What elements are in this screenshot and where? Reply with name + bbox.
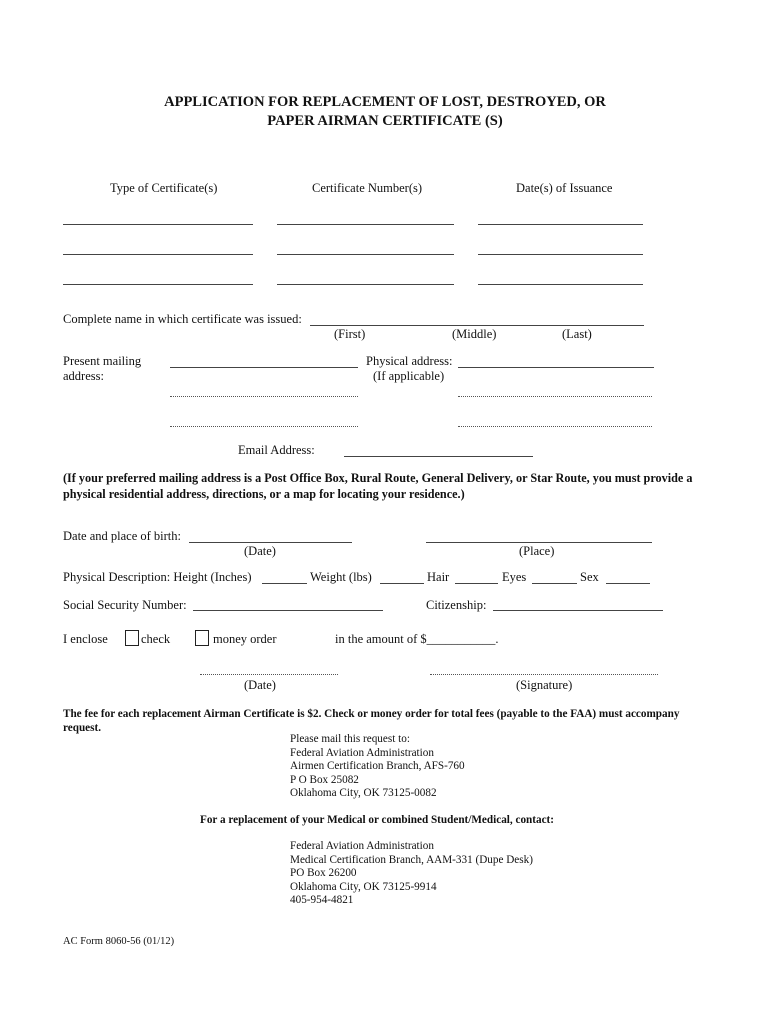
birth-date-caption: (Date)	[244, 544, 276, 558]
mail-to-intro: Please mail this request to:	[290, 733, 410, 745]
birth-place-caption: (Place)	[519, 544, 555, 558]
hair-label: Hair	[427, 570, 450, 584]
cert-date-field-3[interactable]	[478, 284, 643, 285]
mailing-address-field-1[interactable]	[170, 367, 358, 368]
citizenship-field[interactable]	[493, 610, 663, 611]
signature-field[interactable]	[430, 674, 658, 675]
money-order-label: money order	[213, 632, 277, 646]
address-notice: (If your preferred mailing address is a Post Office Box, Rural Route, General Delivery, or Star Route, you must provide a physical residential address, directions, or a map for locating your residence.)	[63, 471, 693, 501]
col-header-date: Date(s) of Issuance	[516, 181, 613, 195]
weight-field[interactable]	[380, 583, 424, 584]
name-last-caption: (Last)	[562, 327, 592, 341]
name-label: Complete name in which certificate was issued:	[63, 312, 302, 326]
physical-address-field-2[interactable]	[458, 396, 652, 397]
physical-address-field-3[interactable]	[458, 426, 652, 427]
cert-type-field-1[interactable]	[63, 224, 253, 225]
mail-to-block	[290, 733, 465, 801]
birth-date-field[interactable]	[189, 542, 352, 543]
email-field[interactable]	[344, 456, 533, 457]
physical-address-label-2: (If applicable)	[373, 369, 445, 383]
eyes-field[interactable]	[532, 583, 577, 584]
money-order-checkbox[interactable]	[195, 630, 209, 646]
email-label: Email Address:	[238, 443, 315, 457]
signature-date-caption: (Date)	[244, 678, 276, 692]
medical-heading: For a replacement of your Medical or combined Student/Medical, contact:	[200, 814, 555, 826]
hair-field[interactable]	[455, 583, 498, 584]
medical-address-line: Oklahoma City, OK 73125-9914	[290, 880, 437, 893]
form-title-line-2: PAPER AIRMAN CERTIFICATE (S)	[267, 113, 503, 129]
mail-to-line: Oklahoma City, OK 73125-0082	[290, 787, 437, 799]
ssn-label: Social Security Number:	[63, 598, 187, 612]
name-first-caption: (First)	[334, 327, 366, 341]
sex-field[interactable]	[606, 583, 650, 584]
cert-type-field-2[interactable]	[63, 254, 253, 255]
cert-date-field-1[interactable]	[478, 224, 643, 225]
cert-type-field-3[interactable]	[63, 284, 253, 285]
medical-address-line: Medical Certification Branch, AAM-331 (Dupe Desk)	[290, 853, 533, 866]
mailing-address-label-2: address:	[63, 369, 104, 383]
signature-caption: (Signature)	[516, 678, 573, 692]
weight-label: Weight (lbs)	[310, 570, 372, 584]
col-header-type: Type of Certificate(s)	[110, 181, 218, 195]
medical-address-line: 405-954-4821	[290, 894, 354, 906]
mail-to-line: Federal Aviation Administration	[290, 746, 434, 759]
amount-label: in the amount of $___________.	[335, 632, 499, 646]
name-middle-caption: (Middle)	[452, 327, 497, 341]
cert-number-field-1[interactable]	[277, 224, 454, 225]
form-number: AC Form 8060-56 (01/12)	[63, 936, 175, 947]
medical-address-line: Federal Aviation Administration	[290, 840, 434, 852]
form-title-line-1: APPLICATION FOR REPLACEMENT OF LOST, DESTROYED, OR	[164, 94, 606, 110]
sex-label: Sex	[580, 570, 599, 584]
name-field[interactable]	[310, 325, 644, 326]
mailing-address-label-1: Present mailing	[63, 354, 142, 368]
signature-date-field[interactable]	[200, 674, 338, 675]
mailing-address-field-2[interactable]	[170, 396, 358, 397]
cert-number-field-2[interactable]	[277, 254, 454, 255]
birth-place-field[interactable]	[426, 542, 652, 543]
cert-date-field-2[interactable]	[478, 254, 643, 255]
enclose-label: I enclose	[63, 632, 108, 646]
medical-address-line: PO Box 26200	[290, 867, 357, 879]
medical-address-block	[290, 840, 533, 908]
ssn-field[interactable]	[193, 610, 383, 611]
check-checkbox[interactable]	[125, 630, 139, 646]
height-field[interactable]	[262, 583, 307, 584]
physical-address-label-1: Physical address:	[366, 354, 453, 368]
birth-label: Date and place of birth:	[63, 529, 182, 543]
physical-description-label: Physical Description: Height (Inches)	[63, 570, 252, 584]
citizenship-label: Citizenship:	[426, 598, 487, 612]
eyes-label: Eyes	[502, 570, 527, 584]
mailing-address-field-3[interactable]	[170, 426, 358, 427]
cert-number-field-3[interactable]	[277, 284, 454, 285]
physical-address-field-1[interactable]	[458, 367, 654, 368]
check-label: check	[141, 632, 171, 646]
col-header-number: Certificate Number(s)	[312, 181, 423, 195]
mail-to-line: P O Box 25082	[290, 773, 359, 786]
mail-to-line: Airmen Certification Branch, AFS-760	[290, 760, 465, 772]
fee-notice: The fee for each replacement Airman Certificate is $2. Check or money order for total fees (payable to the FAA) must accompany request.	[63, 708, 680, 734]
